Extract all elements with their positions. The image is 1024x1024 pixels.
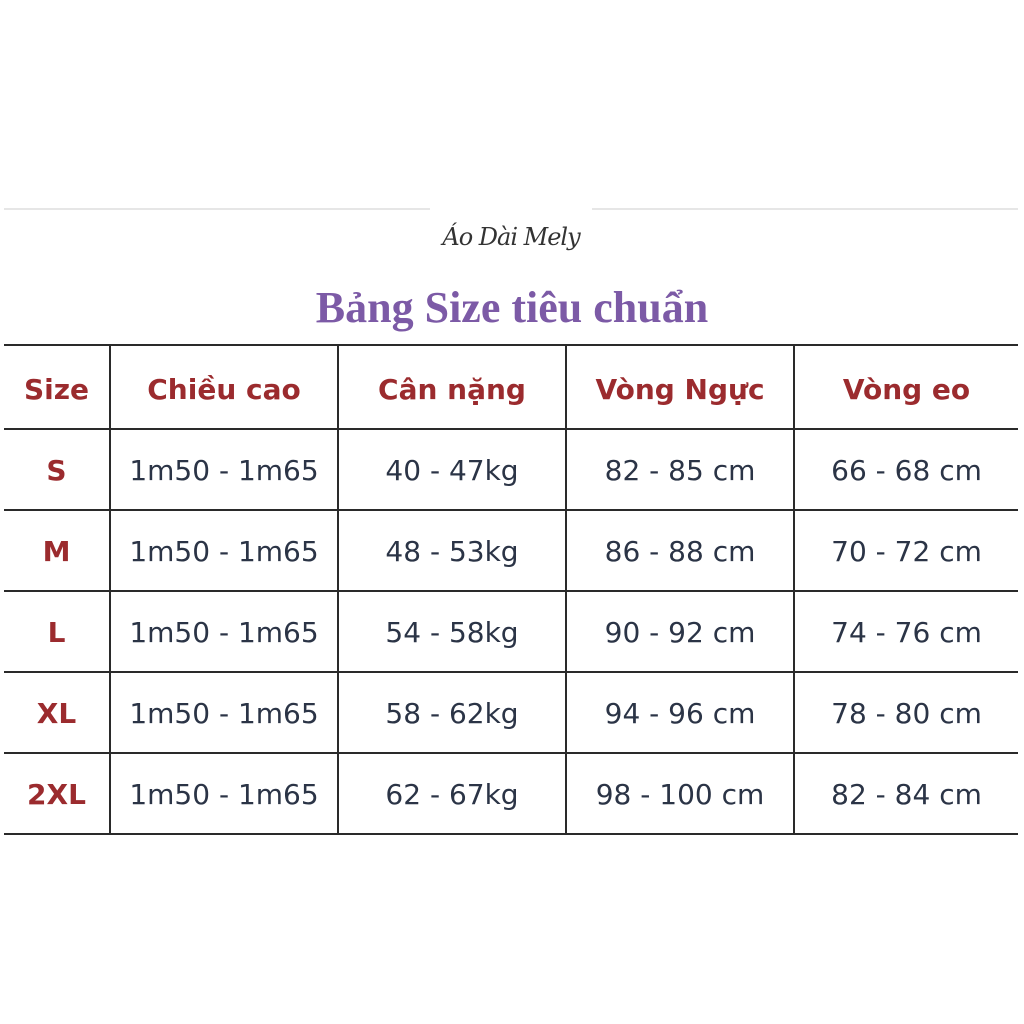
- height-cell: 1m50 - 1m65: [110, 591, 338, 672]
- top-divider-right: [592, 208, 1018, 210]
- bust-cell: 82 - 85 cm: [566, 429, 794, 510]
- size-cell: XL: [4, 672, 110, 753]
- waist-cell: 70 - 72 cm: [794, 510, 1018, 591]
- header-bust: Vòng Ngực: [566, 345, 794, 429]
- weight-cell: 62 - 67kg: [338, 753, 566, 834]
- header-weight: Cân nặng: [338, 345, 566, 429]
- height-cell: 1m50 - 1m65: [110, 510, 338, 591]
- size-cell: S: [4, 429, 110, 510]
- top-divider-left: [4, 208, 430, 210]
- weight-cell: 40 - 47kg: [338, 429, 566, 510]
- header-size: Size: [4, 345, 110, 429]
- header-waist: Vòng eo: [794, 345, 1018, 429]
- table-row: [4, 591, 1018, 672]
- waist-cell: 82 - 84 cm: [794, 753, 1018, 834]
- waist-cell: 66 - 68 cm: [794, 429, 1018, 510]
- size-cell: L: [4, 591, 110, 672]
- table-row: [4, 672, 1018, 753]
- waist-cell: 74 - 76 cm: [794, 591, 1018, 672]
- bust-cell: 98 - 100 cm: [566, 753, 794, 834]
- bust-cell: 90 - 92 cm: [566, 591, 794, 672]
- height-cell: 1m50 - 1m65: [110, 753, 338, 834]
- bust-cell: 86 - 88 cm: [566, 510, 794, 591]
- weight-cell: 48 - 53kg: [338, 510, 566, 591]
- weight-cell: 58 - 62kg: [338, 672, 566, 753]
- size-cell: M: [4, 510, 110, 591]
- weight-cell: 54 - 58kg: [338, 591, 566, 672]
- page-title: Bảng Size tiêu chuẩn: [315, 283, 709, 332]
- height-cell: 1m50 - 1m65: [110, 672, 338, 753]
- waist-cell: 78 - 80 cm: [794, 672, 1018, 753]
- header-height: Chiều cao: [110, 345, 338, 429]
- size-cell: 2XL: [4, 753, 110, 834]
- height-cell: 1m50 - 1m65: [110, 429, 338, 510]
- table-row: [4, 429, 1018, 510]
- table-header-row: [4, 345, 1018, 429]
- table-row: [4, 510, 1018, 591]
- brand-logo: Áo Dài Mely: [442, 223, 580, 251]
- bust-cell: 94 - 96 cm: [566, 672, 794, 753]
- size-chart-table: [4, 344, 1018, 835]
- table-row: [4, 753, 1018, 834]
